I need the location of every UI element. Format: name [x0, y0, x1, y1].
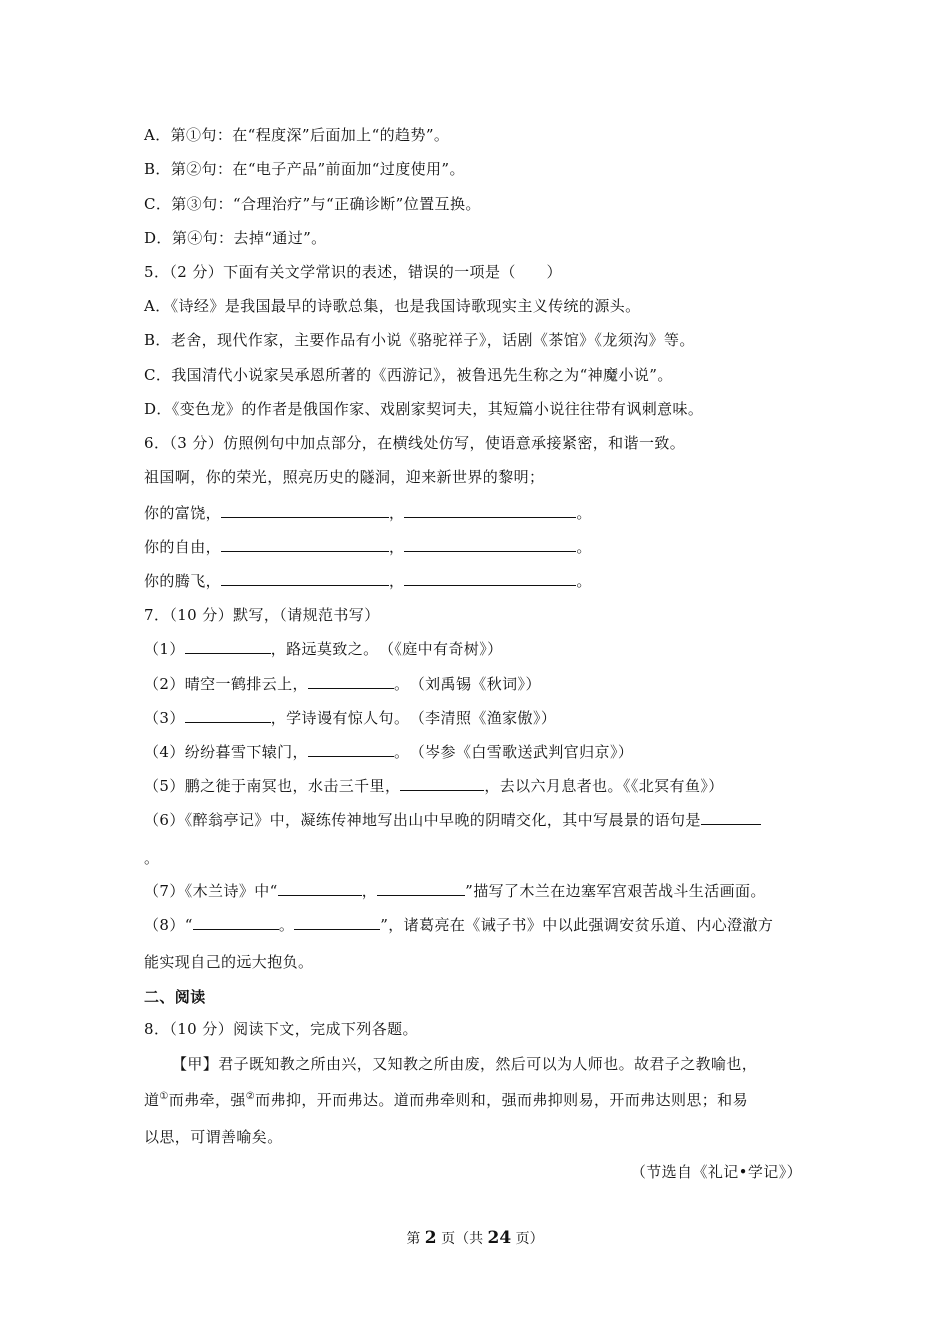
question-8-stem: 8．（10 分）阅读下文，完成下列各题。: [144, 1020, 418, 1038]
period: 。: [576, 538, 592, 556]
answer-blank[interactable]: [221, 571, 389, 586]
comma: ，: [361, 882, 378, 900]
item-text: ，去以六月息者也。《《北冥有鱼》）: [484, 777, 724, 795]
footer-text: 第: [406, 1231, 421, 1247]
total-pages: 24: [487, 1228, 512, 1248]
question-7-item-7: [144, 881, 766, 901]
answer-blank[interactable]: [400, 776, 484, 791]
item-text: （5）鹏之徙于南冥也，水击三千里，: [144, 777, 401, 795]
passage-source: （节选自《礼记•学记》）: [630, 1163, 802, 1181]
question-6-line-3: [144, 571, 592, 591]
question-7-item-2: [144, 674, 541, 694]
answer-blank[interactable]: [404, 571, 576, 586]
item-text: （4）纷纷暮雪下辕门，: [144, 743, 308, 761]
answer-blank[interactable]: [308, 674, 394, 689]
answer-blank[interactable]: [278, 881, 362, 896]
footnote-marker: ②: [245, 1091, 256, 1102]
item-number: （1）: [144, 640, 185, 658]
question-6-line-1: [144, 503, 592, 523]
question-7-item-5: [144, 776, 724, 796]
item-text: 。 （岑参《白雪歌送武判官归京》）: [393, 743, 634, 761]
question-7-stem: 7．（10 分）默写，（请规范书写）: [144, 606, 380, 624]
answer-blank[interactable]: [221, 537, 389, 552]
question-6-line-2: [144, 537, 592, 557]
period: 。: [576, 572, 592, 590]
answer-blank[interactable]: [701, 810, 761, 825]
item-text: （2）晴空一鹤排云上，: [144, 675, 308, 693]
option-5b: B．老舍，现代作家，主要作品有小说《骆驼祥子》，话剧《茶馆》《龙须沟》等。: [144, 331, 695, 349]
period: 。: [576, 504, 592, 522]
question-7-item-4: [144, 742, 633, 762]
page-footer: [0, 1228, 950, 1249]
question-7-item-6: [144, 810, 761, 830]
answer-blank[interactable]: [377, 881, 465, 896]
question-7-item-6-end: 。: [144, 849, 160, 867]
passage-text: 道: [144, 1091, 160, 1109]
item-text: ”，诸葛亮在《诫子书》中以此强调安贫乐道、内心澄澈方: [380, 916, 774, 934]
comma: ，: [389, 504, 405, 522]
answer-blank[interactable]: [193, 915, 279, 930]
item-text: 。 （刘禹锡《秋词》）: [393, 675, 541, 693]
question-7-item-8-cont: 能实现自己的远大抱负。: [144, 953, 314, 971]
option-4c: C．第③句：“合理治疗”与“正确诊断”位置互换。: [144, 195, 481, 213]
answer-blank[interactable]: [404, 537, 576, 552]
question-6-stem: 6．（3 分）仿照例句中加点部分，在横线处仿写，使语意承接紧密，和谐一致。: [144, 434, 686, 452]
answer-blank[interactable]: [221, 503, 389, 518]
passage-line-2: [144, 1090, 748, 1110]
passage-line-1: 【甲】君子既知教之所由兴，又知教之所由废，然后可以为人师也。故君子之教喻也，: [172, 1055, 758, 1073]
answer-blank[interactable]: [185, 708, 271, 723]
option-4d: D．第④句：去掉“通过”。: [144, 229, 327, 247]
item-text: （7）《木兰诗》中“: [144, 882, 278, 900]
question-6-example: 祖国啊，你的荣光，照亮历史的隧洞，迎来新世界的黎明；: [144, 468, 545, 486]
item-text: （8）“: [144, 916, 193, 934]
option-5a: A．《诗经》是我国最早的诗歌总集，也是我国诗歌现实主义传统的源头。: [144, 297, 641, 315]
section-heading: 二、阅读: [144, 988, 206, 1006]
option-5c: C．我国清代小说家吴承恩所著的《西游记》，被鲁迅先生称之为“神魔小说”。: [144, 366, 673, 384]
answer-blank[interactable]: [308, 742, 394, 757]
passage-line-3: 以思，可谓善喻矣。: [144, 1128, 283, 1146]
question-7-item-3: [144, 708, 556, 728]
comma: ，: [389, 538, 405, 556]
item-text: ，学诗谩有惊人句。 （李清照《渔家傲》）: [270, 709, 557, 727]
item-text: ”描写了木兰在边塞军宫艰苦战斗生活画面。: [465, 882, 766, 900]
question-7-item-1: [144, 639, 503, 659]
line-prefix: 你的自由，: [144, 538, 222, 556]
footer-text: 页（共: [441, 1231, 484, 1247]
answer-blank[interactable]: [294, 915, 380, 930]
item-number: （3）: [144, 709, 185, 727]
option-4b: B．第②句：在“电子产品”前面加“过度使用”。: [144, 160, 465, 178]
answer-blank[interactable]: [185, 639, 271, 654]
passage-text: 而弗抑，开而弗达。道而弗牵则和，强而弗抑则易，开而弗达则思；和易: [255, 1091, 748, 1109]
footnote-marker: ①: [159, 1091, 169, 1102]
page-number: 2: [424, 1228, 437, 1248]
option-5d: D．《变色龙》的作者是俄国作家、戏剧家契诃夫，其短篇小说往往带有讽刺意味。: [144, 400, 704, 418]
period: 。: [278, 916, 295, 934]
answer-blank[interactable]: [404, 503, 576, 518]
option-4a: A．第①句：在“程度深”后面加上“的趋势”。: [144, 126, 450, 144]
item-text: （6）《醉翁亭记》中，凝练传神地写出山中早晚的阴晴交化，其中写晨景的语句是: [144, 811, 701, 829]
line-prefix: 你的腾飞，: [144, 572, 222, 590]
footer-text: 页）: [515, 1231, 544, 1247]
question-7-item-8: [144, 915, 773, 935]
passage-text: 而弗牵，强: [168, 1091, 246, 1109]
question-5-stem: 5．（2 分）下面有关文学常识的表述，错误的一项是（ ）: [144, 263, 562, 281]
item-text: ，路远莫致之。 （《庭中有奇树》）: [270, 640, 503, 658]
line-prefix: 你的富饶，: [144, 504, 222, 522]
comma: ，: [389, 572, 405, 590]
